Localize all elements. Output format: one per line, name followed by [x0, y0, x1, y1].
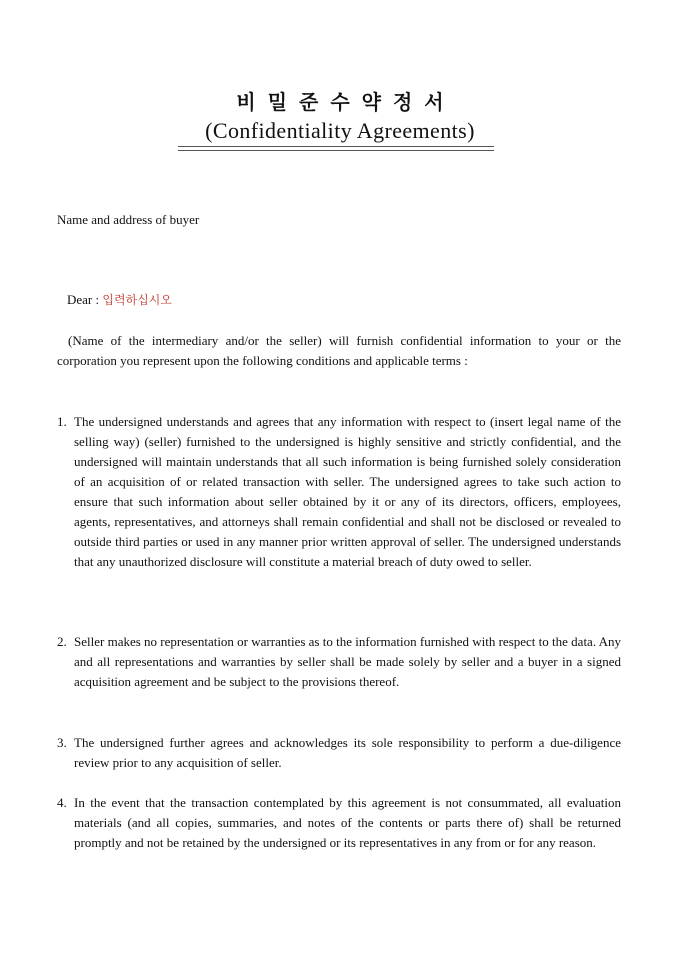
salutation — [67, 290, 172, 310]
clause-number: 3. — [57, 735, 67, 750]
title-underline-bottom — [178, 150, 494, 151]
clause-3 — [57, 733, 621, 773]
clause-text: Seller makes no representation or warranties as to the information furnished with respect to the data. Any and all representations and warranties by seller shall be made solely by seller and a buyer in a signed acquisition agreement and be subject to the provisions thereof. — [74, 634, 621, 689]
recipient-input-placeholder[interactable]: 입력하십시오 — [102, 293, 172, 307]
title-underline-top — [178, 146, 494, 147]
salutation-separator: : — [92, 292, 103, 307]
title-english: (Confidentiality Agreements) — [205, 118, 475, 143]
clause-number: 2. — [57, 634, 67, 649]
clause-4 — [57, 793, 621, 853]
clause-text: In the event that the transaction contemplated by this agreement is not consummated, all evaluation materials (and all copies, summaries, and notes of the contents or parts there of) shall be returned promptly and not be retained by the undersigned or its representatives in any from or for any reason. — [74, 795, 621, 850]
buyer-name-address-label: Name and address of buyer — [57, 212, 200, 227]
intro-paragraph: (Name of the intermediary and/or the seller) will furnish confidential information to your or the corporation you represent upon the following conditions and applicable terms : — [57, 333, 621, 368]
clause-text: The undersigned understands and agrees that any information with respect to (insert legal name of the selling way) (seller) furnished to the undersigned is highly sensitive and strictly confidential, and the undersigned will maintain understands that all such information is being furnished solely consideration of an acquisition of or related transaction with seller. The undersigned agrees to take such action to ensure that such information about seller obtained by it or any of its directors, officers, employees, agents, representatives, and attorneys shall remain confidential and shall not be disclosed or revealed to outside third parties or used in any manner prior written approval of seller. The undersigned understands that any unauthorized disclosure will constitute a material breach of duty owed to seller. — [74, 414, 621, 569]
clause-1 — [57, 412, 621, 572]
clause-2 — [57, 632, 621, 692]
salutation-label: Dear — [67, 292, 93, 307]
clause-text: The undersigned further agrees and acknowledges its sole responsibility to perform a due-diligence review prior to any acquisition of seller. — [74, 735, 621, 770]
title-korean: 비밀준수약정서 — [236, 90, 456, 114]
clause-number: 1. — [57, 414, 67, 429]
clause-number: 4. — [57, 795, 67, 810]
